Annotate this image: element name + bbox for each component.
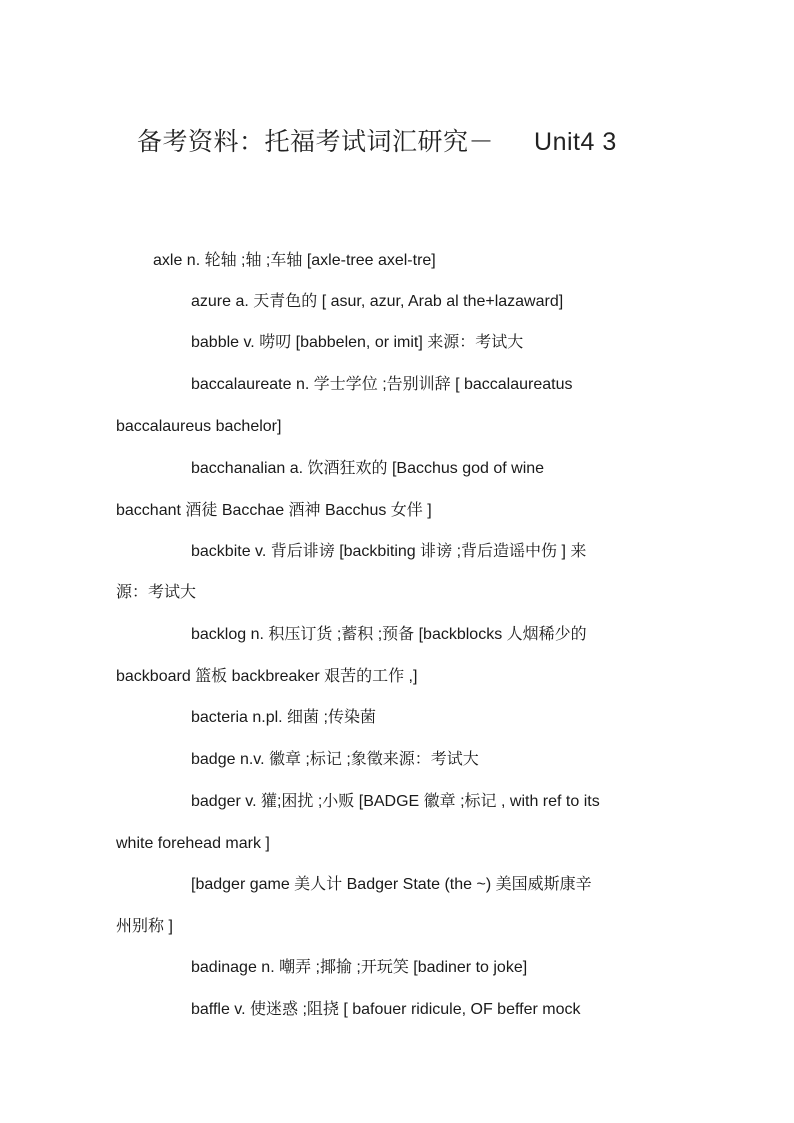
title-text: 备考资料：托福考试词汇研究－ xyxy=(137,128,495,156)
entry-line: bacchanalian a. 饮酒狂欢的 [Bacchus god of wine xyxy=(191,460,545,477)
entry-line: backbite v. 背后诽谤 [backbiting 诽谤 ;背后造谣中伤 ] 来 xyxy=(191,543,587,560)
entry-line-continued: 州别称 ] xyxy=(116,918,173,935)
entry-line: baffle v. 使迷惑 ;阻挠 [ bafouer ridicule, OF beffer mock xyxy=(191,1001,581,1018)
entry-line: badge n.v. 徽章 ;标记 ;象徵来源：考试大 xyxy=(191,751,479,768)
entry-line: badinage n. 嘲弄 ;揶揄 ;开玩笑 [badiner to joke] xyxy=(191,959,528,976)
entry-line: azure a. 天青色的 [ asur, azur, Arab al the+lazaward] xyxy=(191,293,564,310)
entry-line-continued: 源：考试大 xyxy=(116,584,197,601)
entry-line-continued: white forehead mark ] xyxy=(116,835,270,852)
title-unit: Unit4 3 xyxy=(534,128,617,156)
entry-line: bacteria n.pl. 细菌 ;传染菌 xyxy=(191,709,376,726)
entry-line: [badger game 美人计 Badger State (the ~) 美国威斯康辛 xyxy=(191,876,592,893)
entry-line-continued: backboard 篮板 backbreaker 艰苦的工作 ,] xyxy=(116,668,418,685)
entry-line: badger v. 獾;困扰 ;小贩 [BADGE 徽章 ;标记 , with ref to its xyxy=(191,793,600,810)
entry-line: baccalaureate n. 学士学位 ;告别训辞 [ baccalaureatus xyxy=(191,376,573,393)
entry-line: backlog n. 积压订货 ;蓄积 ;预备 [backblocks 人烟稀少的 xyxy=(191,626,587,643)
entry-line: axle n. 轮轴 ;轴 ;车轴 [axle-tree axel-tre] xyxy=(153,252,436,269)
entry-line-continued: baccalaureus bachelor] xyxy=(116,418,282,435)
page-title xyxy=(137,122,617,158)
entry-line-continued: bacchant 酒徒 Bacchae 酒神 Bacchus 女伴 ] xyxy=(116,502,432,519)
entry-line: babble v. 唠叨 [babbelen, or imit] 来源：考试大 xyxy=(191,334,524,351)
